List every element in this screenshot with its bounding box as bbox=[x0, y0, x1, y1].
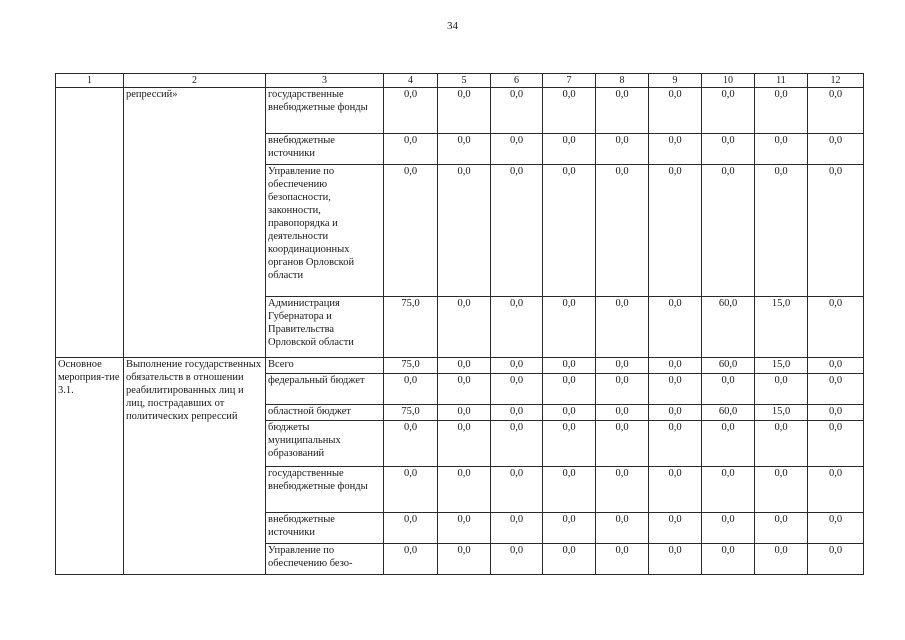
table-row bbox=[56, 88, 864, 134]
funding-source-cell: Управление по обеспечению безо- bbox=[266, 544, 384, 575]
column-header: 7 bbox=[543, 74, 596, 88]
amount-cell: 75,0 bbox=[384, 297, 438, 358]
amount-cell: 60,0 bbox=[702, 358, 755, 374]
amount-cell: 0,0 bbox=[438, 134, 491, 165]
amount-cell: 0,0 bbox=[543, 405, 596, 421]
amount-cell: 0,0 bbox=[596, 134, 649, 165]
amount-cell: 0,0 bbox=[491, 513, 543, 544]
amount-cell: 0,0 bbox=[438, 421, 491, 467]
amount-cell: 0,0 bbox=[491, 358, 543, 374]
budget-table bbox=[55, 73, 864, 575]
amount-cell: 0,0 bbox=[808, 467, 864, 513]
amount-cell: 0,0 bbox=[543, 88, 596, 134]
amount-cell: 0,0 bbox=[384, 421, 438, 467]
amount-cell: 0,0 bbox=[543, 421, 596, 467]
amount-cell: 0,0 bbox=[755, 467, 808, 513]
amount-cell: 0,0 bbox=[491, 405, 543, 421]
amount-cell: 0,0 bbox=[702, 467, 755, 513]
amount-cell: 0,0 bbox=[438, 374, 491, 405]
funding-source-cell: Администрация Губернатора и Правительства Орловской области bbox=[266, 297, 384, 358]
amount-cell: 0,0 bbox=[649, 467, 702, 513]
amount-cell: 0,0 bbox=[702, 134, 755, 165]
amount-cell: 0,0 bbox=[384, 134, 438, 165]
column-header: 10 bbox=[702, 74, 755, 88]
amount-cell: 0,0 bbox=[491, 297, 543, 358]
amount-cell: 0,0 bbox=[702, 544, 755, 575]
amount-cell: 0,0 bbox=[702, 165, 755, 297]
amount-cell: 0,0 bbox=[543, 374, 596, 405]
amount-cell: 0,0 bbox=[649, 374, 702, 405]
funding-source-cell: государственные внебюджетные фонды bbox=[266, 467, 384, 513]
amount-cell: 60,0 bbox=[702, 405, 755, 421]
amount-cell: 0,0 bbox=[384, 544, 438, 575]
amount-cell: 0,0 bbox=[755, 165, 808, 297]
amount-cell: 0,0 bbox=[491, 421, 543, 467]
amount-cell: 15,0 bbox=[755, 405, 808, 421]
funding-source-cell: областной бюджет bbox=[266, 405, 384, 421]
amount-cell: 0,0 bbox=[808, 513, 864, 544]
column-header: 8 bbox=[596, 74, 649, 88]
amount-cell: 0,0 bbox=[596, 421, 649, 467]
amount-cell: 0,0 bbox=[596, 467, 649, 513]
funding-source-cell: федеральный бюджет bbox=[266, 374, 384, 405]
amount-cell: 0,0 bbox=[438, 358, 491, 374]
amount-cell: 0,0 bbox=[438, 544, 491, 575]
amount-cell: 0,0 bbox=[491, 88, 543, 134]
amount-cell: 0,0 bbox=[491, 544, 543, 575]
amount-cell: 0,0 bbox=[543, 165, 596, 297]
amount-cell: 0,0 bbox=[596, 88, 649, 134]
amount-cell: 0,0 bbox=[755, 374, 808, 405]
activity-number-cell-empty bbox=[56, 88, 124, 358]
amount-cell: 0,0 bbox=[384, 165, 438, 297]
table-row bbox=[56, 358, 864, 374]
amount-cell: 0,0 bbox=[702, 88, 755, 134]
amount-cell: 0,0 bbox=[808, 134, 864, 165]
amount-cell: 0,0 bbox=[543, 358, 596, 374]
amount-cell: 0,0 bbox=[438, 88, 491, 134]
amount-cell: 0,0 bbox=[438, 467, 491, 513]
amount-cell: 0,0 bbox=[384, 374, 438, 405]
amount-cell: 0,0 bbox=[808, 421, 864, 467]
amount-cell: 0,0 bbox=[649, 134, 702, 165]
activity-name-cell: репрессий» bbox=[124, 88, 266, 358]
amount-cell: 0,0 bbox=[438, 297, 491, 358]
amount-cell: 60,0 bbox=[702, 297, 755, 358]
amount-cell: 0,0 bbox=[808, 544, 864, 575]
amount-cell: 15,0 bbox=[755, 297, 808, 358]
amount-cell: 0,0 bbox=[596, 297, 649, 358]
amount-cell: 0,0 bbox=[702, 513, 755, 544]
amount-cell: 0,0 bbox=[491, 165, 543, 297]
amount-cell: 0,0 bbox=[808, 405, 864, 421]
funding-source-cell: бюджеты муниципальных образований bbox=[266, 421, 384, 467]
amount-cell: 0,0 bbox=[438, 165, 491, 297]
funding-source-cell: Всего bbox=[266, 358, 384, 374]
amount-cell: 0,0 bbox=[543, 134, 596, 165]
amount-cell: 0,0 bbox=[755, 134, 808, 165]
amount-cell: 0,0 bbox=[543, 513, 596, 544]
amount-cell: 0,0 bbox=[755, 88, 808, 134]
amount-cell: 0,0 bbox=[384, 467, 438, 513]
amount-cell: 0,0 bbox=[596, 544, 649, 575]
amount-cell: 0,0 bbox=[491, 374, 543, 405]
amount-cell: 0,0 bbox=[649, 421, 702, 467]
amount-cell: 0,0 bbox=[438, 513, 491, 544]
amount-cell: 75,0 bbox=[384, 405, 438, 421]
funding-source-cell: внебюджетные источники bbox=[266, 513, 384, 544]
amount-cell: 0,0 bbox=[438, 405, 491, 421]
amount-cell: 0,0 bbox=[649, 544, 702, 575]
amount-cell: 0,0 bbox=[808, 88, 864, 134]
amount-cell: 0,0 bbox=[702, 421, 755, 467]
amount-cell: 0,0 bbox=[543, 544, 596, 575]
amount-cell: 0,0 bbox=[649, 165, 702, 297]
amount-cell: 0,0 bbox=[543, 467, 596, 513]
funding-source-cell: Управление по обеспечению безопасности, законности, правопорядка и деятельности координационных органов Орловской области bbox=[266, 165, 384, 297]
activity-number-cell: Основное мероприя-тие 3.1. bbox=[56, 358, 124, 575]
amount-cell: 0,0 bbox=[649, 297, 702, 358]
amount-cell: 0,0 bbox=[596, 165, 649, 297]
amount-cell: 0,0 bbox=[755, 513, 808, 544]
column-header: 5 bbox=[438, 74, 491, 88]
column-header: 6 bbox=[491, 74, 543, 88]
page-number: 34 bbox=[447, 20, 458, 32]
amount-cell: 0,0 bbox=[596, 358, 649, 374]
funding-source-cell: внебюджетные источники bbox=[266, 134, 384, 165]
column-header: 11 bbox=[755, 74, 808, 88]
amount-cell: 0,0 bbox=[702, 374, 755, 405]
column-header: 4 bbox=[384, 74, 438, 88]
amount-cell: 0,0 bbox=[808, 297, 864, 358]
amount-cell: 0,0 bbox=[384, 88, 438, 134]
amount-cell: 0,0 bbox=[808, 374, 864, 405]
amount-cell: 0,0 bbox=[649, 358, 702, 374]
activity-name-cell: Выполнение государственных обязательств в отношении реабилитированных лиц и лиц, пострадавших от политических репрессий bbox=[124, 358, 266, 575]
column-header: 1 bbox=[56, 74, 124, 88]
amount-cell: 0,0 bbox=[649, 513, 702, 544]
amount-cell: 75,0 bbox=[384, 358, 438, 374]
amount-cell: 0,0 bbox=[755, 421, 808, 467]
amount-cell: 0,0 bbox=[755, 544, 808, 575]
column-header: 12 bbox=[808, 74, 864, 88]
funding-source-cell: государственные внебюджетные фонды bbox=[266, 88, 384, 134]
amount-cell: 0,0 bbox=[596, 405, 649, 421]
column-header: 2 bbox=[124, 74, 266, 88]
amount-cell: 0,0 bbox=[808, 165, 864, 297]
amount-cell: 0,0 bbox=[808, 358, 864, 374]
column-header: 3 bbox=[266, 74, 384, 88]
amount-cell: 0,0 bbox=[596, 513, 649, 544]
column-header: 9 bbox=[649, 74, 702, 88]
amount-cell: 0,0 bbox=[491, 134, 543, 165]
column-number-header-row bbox=[56, 74, 864, 88]
amount-cell: 0,0 bbox=[649, 405, 702, 421]
amount-cell: 0,0 bbox=[596, 374, 649, 405]
amount-cell: 0,0 bbox=[491, 467, 543, 513]
amount-cell: 0,0 bbox=[543, 297, 596, 358]
amount-cell: 0,0 bbox=[384, 513, 438, 544]
amount-cell: 15,0 bbox=[755, 358, 808, 374]
amount-cell: 0,0 bbox=[649, 88, 702, 134]
